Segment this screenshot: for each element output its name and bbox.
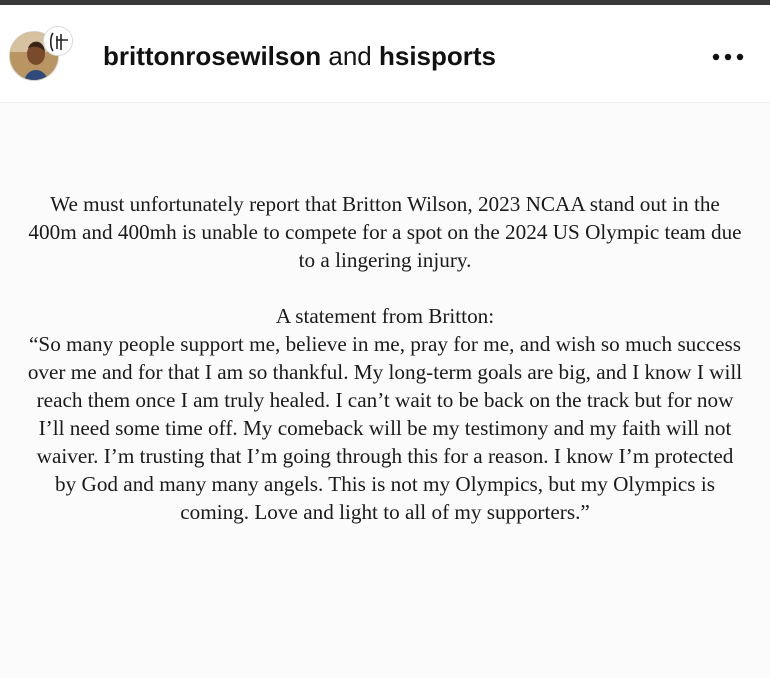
- username-brittonrosewilson[interactable]: brittonrosewilson: [103, 41, 322, 71]
- more-options-button[interactable]: [708, 42, 748, 72]
- avatar-hsisports[interactable]: [43, 26, 73, 56]
- username-hsisports[interactable]: hsisports: [378, 41, 497, 71]
- post-statement-text: [24, 190, 746, 526]
- statement-heading: A statement from Britton:: [275, 304, 495, 328]
- statement-quote: “So many people support me, believe in me, pray for me, and wish so much success over me and for that I am so thankful. My long-term goals are big, and I know I will reach them once I am truly healed. I can’t wait to be back on the track but for now I’ll need some time off. My comeback will be my testimony and my faith will not waiver. I’m trusting that I’m going through this for a reason. I know I’m protected by God and many many angels. This is not my Olympics, but my Olympics is coming. Love and light to all of my supporters.”: [27, 332, 743, 524]
- hsisports-logo-icon: [44, 27, 73, 56]
- authors-joiner: and: [328, 41, 372, 71]
- paragraph-gap: [24, 274, 746, 302]
- announcement-paragraph: We must unfortunately report that Britton Wilson, 2023 NCAA stand out in the 400m and 400mh is unable to compete for a spot on the 2024 US Olympic team due to a lingering injury.: [28, 192, 742, 272]
- post-authors: [103, 40, 496, 72]
- more-horizontal-icon: [712, 53, 744, 61]
- post-header: [0, 5, 770, 103]
- collab-avatars[interactable]: [9, 26, 71, 86]
